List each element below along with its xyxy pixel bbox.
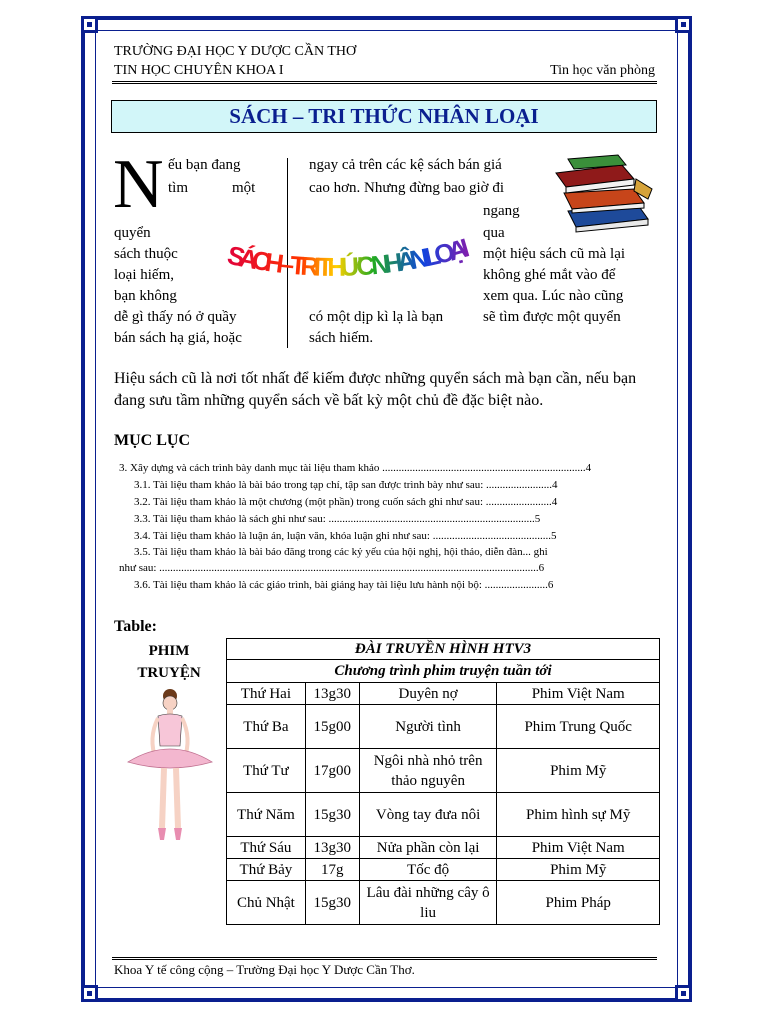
table-row bbox=[227, 837, 660, 859]
table-row bbox=[227, 749, 660, 793]
cell-time: 17g00 bbox=[305, 749, 359, 793]
phim-truyen-label bbox=[114, 640, 224, 684]
cell-time: 13g30 bbox=[305, 837, 359, 859]
cell-genre: Phim Việt Nam bbox=[497, 683, 660, 705]
table-row bbox=[227, 683, 660, 705]
header-divider bbox=[112, 81, 657, 84]
schedule-subtitle: Chương trình phim truyện tuần tới bbox=[227, 660, 660, 683]
intro-line: tìm bbox=[168, 180, 189, 196]
header-university: TRƯỜNG ĐẠI HỌC Y DƯỢC CẦN THƠ bbox=[114, 44, 357, 59]
cell-genre: Phim Mỹ bbox=[497, 749, 660, 793]
intro-line: qua bbox=[483, 225, 505, 241]
intro-line: ngang bbox=[483, 203, 520, 219]
toc-entry[interactable]: 3.1. Tài liệu tham khảo là bài báo trong tạp chí, tập san được trình bày như sau: ........................4 bbox=[134, 479, 558, 491]
schedule-table bbox=[226, 638, 660, 925]
footer-divider bbox=[112, 957, 657, 960]
cell-genre: Phim Trung Quốc bbox=[497, 705, 660, 749]
intro-line: ngay cả trên các kệ sách bán giá bbox=[309, 157, 502, 173]
cell-genre: Phim hình sự Mỹ bbox=[497, 793, 660, 837]
toc-entry[interactable]: 3.3. Tài liệu tham khảo là sách ghi như sau: ...........................................................................5 bbox=[134, 513, 541, 525]
header-subject: Tin học văn phòng bbox=[550, 63, 655, 78]
cell-day: Thứ Năm bbox=[227, 793, 306, 837]
svg-text:SÁCH – TRI THỨC NHÂN LOẠI bbox=[225, 232, 473, 282]
intro-line: sách thuộc bbox=[114, 246, 178, 262]
intro-line: loại hiếm, bbox=[114, 267, 174, 283]
toc-entry[interactable]: 3.4. Tài liệu tham khảo là luận án, luận văn, khóa luận ghi như sau: ...........................................5 bbox=[134, 530, 557, 542]
cell-time: 15g00 bbox=[305, 705, 359, 749]
intro-line: một bbox=[232, 180, 256, 196]
phim-label-line: PHIM bbox=[148, 643, 190, 659]
table-row bbox=[227, 793, 660, 837]
cell-genre: Phim Việt Nam bbox=[497, 837, 660, 859]
toc-entry[interactable]: 3.6. Tài liệu tham khảo là các giáo trình, bài giảng hay tài liệu lưu hành nội bộ: .......................6 bbox=[134, 579, 554, 591]
cell-title: Nửa phần còn lại bbox=[359, 837, 497, 859]
cell-title: Lâu đài những cây ô liu bbox=[359, 881, 497, 925]
cell-title: Tốc độ bbox=[359, 859, 497, 881]
intro-line: một hiệu sách cũ mà lại bbox=[483, 246, 626, 262]
cell-title: Duyên nợ bbox=[359, 683, 497, 705]
cell-title: Người tình bbox=[359, 705, 497, 749]
page-footer: Khoa Y tế công cộng – Trường Đại học Y Dược Cần Thơ. bbox=[114, 962, 415, 977]
cell-genre: Phim Mỹ bbox=[497, 859, 660, 881]
intro-line: bán sách hạ giá, hoặc bbox=[114, 330, 242, 346]
cell-day: Thứ Hai bbox=[227, 683, 306, 705]
toc-entry[interactable]: như sau: ..........................................................................................................................................6 bbox=[119, 562, 545, 574]
intro-line: quyển bbox=[114, 225, 151, 241]
cell-title: Vòng tay đưa nôi bbox=[359, 793, 497, 837]
corner-ornament bbox=[81, 16, 98, 33]
wordart-title bbox=[222, 225, 482, 300]
cell-time: 17g bbox=[305, 859, 359, 881]
table-row bbox=[227, 859, 660, 881]
cell-day: Chủ Nhật bbox=[227, 881, 306, 925]
cell-time: 15g30 bbox=[305, 881, 359, 925]
cell-time: 15g30 bbox=[305, 793, 359, 837]
cell-day: Thứ Ba bbox=[227, 705, 306, 749]
toc-entry[interactable]: 3. Xây dựng và cách trình bày danh mục tài liệu tham khảo ..........................................................................4 bbox=[119, 462, 592, 474]
corner-ornament bbox=[81, 985, 98, 1002]
phim-label-line: TRUYỆN bbox=[137, 665, 201, 681]
intro-line: cao hơn. Nhưng đừng bao giờ đi bbox=[309, 180, 505, 196]
intro-line: bạn không bbox=[114, 288, 177, 304]
header-course: TIN HỌC CHUYÊN KHOA I bbox=[114, 63, 284, 78]
intro-line: có một dịp kì lạ là bạn bbox=[309, 309, 444, 325]
cell-time: 13g30 bbox=[305, 683, 359, 705]
table-row bbox=[227, 705, 660, 749]
intro-line: dễ gì thấy nó ở quầy bbox=[114, 309, 237, 325]
cell-title: Ngôi nhà nhỏ trên thảo nguyên bbox=[359, 749, 497, 793]
intro-line: ếu bạn đang bbox=[168, 157, 241, 173]
table-label: Table: bbox=[114, 618, 157, 635]
drop-cap: N bbox=[113, 146, 164, 223]
intro-line: sẽ tìm được một quyển bbox=[483, 309, 621, 325]
cell-day: Thứ Sáu bbox=[227, 837, 306, 859]
body-paragraph: Hiệu sách cũ là nơi tốt nhất để kiếm được những quyển sách mà bạn cần, nếu bạn đang sưu tầm những quyển sách về bất kỳ một chủ đề đặc biệt nào. bbox=[114, 370, 637, 409]
cell-day: Thứ Bảy bbox=[227, 859, 306, 881]
corner-ornament bbox=[675, 985, 692, 1002]
intro-line: sách hiếm. bbox=[309, 330, 374, 346]
toc-heading: MỤC LỤC bbox=[114, 432, 190, 449]
intro-line: xem qua. Lúc nào cũng bbox=[483, 288, 624, 304]
station-name: ĐÀI TRUYỀN HÌNH HTV3 bbox=[227, 639, 660, 660]
wordart-text: SÁCH – TRI THỨC NHÂN LOẠI bbox=[224, 232, 473, 282]
intro-line: không ghé mắt vào để bbox=[483, 267, 616, 283]
page-title: SÁCH – TRI THỨC NHÂN LOẠI bbox=[111, 100, 657, 133]
ballerina-illustration bbox=[120, 688, 220, 848]
books-illustration bbox=[548, 153, 660, 233]
cell-genre: Phim Pháp bbox=[497, 881, 660, 925]
toc-entry[interactable]: 3.5. Tài liệu tham khảo là bài báo đăng trong các kỷ yếu của hội nghị, hội thảo, diễn đàn... ghi bbox=[134, 546, 548, 558]
table-row bbox=[227, 881, 660, 925]
cell-day: Thứ Tư bbox=[227, 749, 306, 793]
corner-ornament bbox=[675, 16, 692, 33]
toc-entry[interactable]: 3.2. Tài liệu tham khảo là một chương (một phần) trong cuốn sách ghi như sau: ........................4 bbox=[134, 496, 558, 508]
